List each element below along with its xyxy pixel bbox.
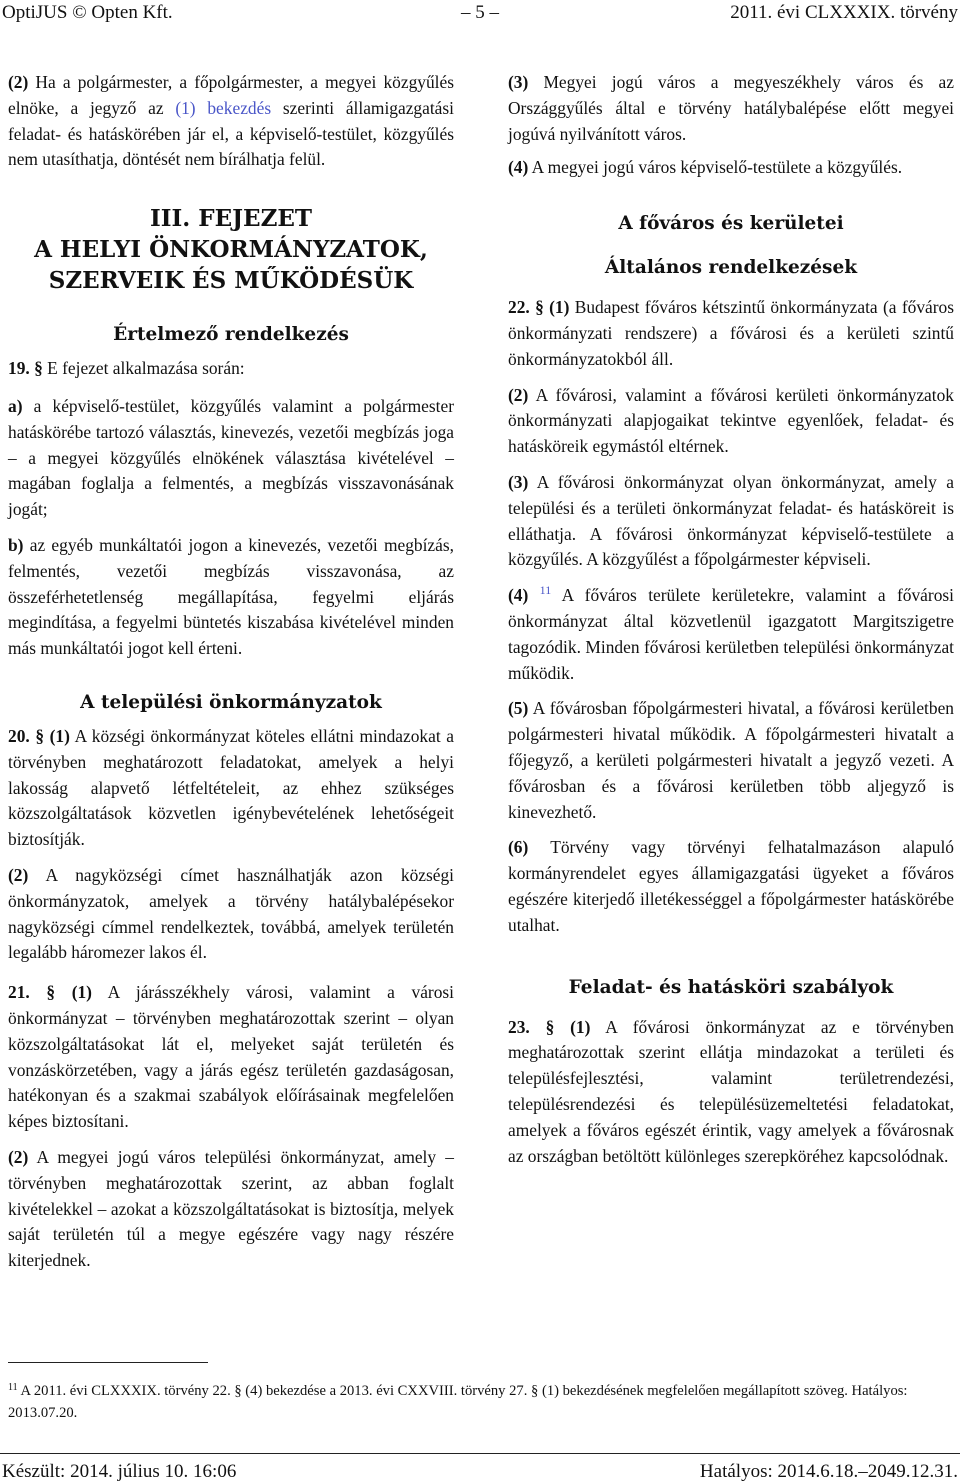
section-22-1: [508, 295, 954, 372]
section-title-feladat: Feladat- és hatásköri szabályok: [568, 976, 894, 998]
footnote-divider: [8, 1362, 208, 1363]
section-label: 21. § (1): [8, 982, 92, 1003]
footnote-text: A 2011. évi CLXXXIX. törvény 22. § (4) bekezdése a 2013. évi CXXVIII. törvény 27. § (1) bekezdésének megfelelően megállapított szöveg. Hatályos: 2013.07.20.: [8, 1383, 908, 1421]
paragraph-text: Törvény vagy törvényi felhatalmazáson alapuló kormányrendelet egyes államigazgatási ügyeket a főváros egészére kiterjedő illetékességgel a főpolgármester hatáskörébe utalhat.: [508, 837, 954, 935]
section-label: 23. § (1): [508, 1016, 591, 1037]
paragraph-text: Ha a polgármester, a főpolgármester, a megyei közgyűlés elnöke, a jegyző az: [8, 72, 454, 118]
page-header: [0, 0, 960, 26]
created-date: Készült: 2014. július 10. 16:06: [2, 1461, 237, 1482]
section-20-1: [8, 724, 454, 853]
section-20-2: [8, 863, 454, 966]
publisher-label: OptiJUS © Opten Kft.: [2, 2, 173, 23]
paragraph-text: A fővárosi önkormányzat az e törvényben meghatározottak szerint ellátja mindazokat a területi és településfejlesztési, valamint területrendezési, településrendezési és településüzemeltetési feladatokat, amelyek a főváros egészét érintik, vagy amelyek a fővárosnak az országban betöltött különleges szerepköréhez kapcsolódnak.: [508, 1016, 954, 1166]
section-title-fovaros: A főváros és kerületei: [618, 213, 844, 235]
paragraph-20-3: [508, 70, 954, 147]
page-number: – 5 –: [461, 2, 499, 23]
section-21-1: [8, 980, 454, 1135]
point-label: a): [8, 395, 23, 416]
validity-period: Hatályos: 2014.6.18.–2049.12.31.: [699, 1461, 958, 1482]
section-19-a: [8, 394, 454, 523]
paragraph-label: (3): [508, 471, 529, 492]
chapter-name-line1: A HELYI ÖNKORMÁNYZATOK,: [34, 236, 428, 264]
paragraph-label: (3): [508, 72, 529, 92]
paragraph-text: A községi önkormányzat köteles ellátni mindazokat a törvényben meghatározott feladatokat, amelyek a helyi lakosság alapvető létfeltételeit, az ehhez szükséges közszolgáltatások közvetlen igénybevételének lehetőségeit biztosítják.: [8, 725, 454, 850]
paragraph-18-2: [8, 70, 454, 173]
reference-link[interactable]: (1) bekezdés: [175, 97, 272, 118]
section-title-telepulesi: A települési önkormányzatok: [80, 691, 382, 713]
paragraph-label: (4): [508, 157, 529, 178]
right-column: [508, 70, 954, 1179]
paragraph-label: (2): [508, 384, 529, 405]
paragraph-text: Megyei jogú város a megyeszékhely város és az Országgyűlés által e törvény hatálybalépése előtt megyei jogúvá nyilvánított város.: [508, 72, 954, 144]
paragraph-label: (2): [8, 864, 29, 885]
section-22-3: [508, 470, 954, 573]
paragraph-label: (4): [508, 585, 529, 606]
chapter-name-line2: SZERVEIK ÉS MŰKÖDÉSÜK: [48, 267, 414, 295]
section-21-2: [8, 1145, 454, 1274]
section-22-5: [508, 696, 954, 825]
paragraph-text: E fejezet alkalmazása során:: [42, 358, 245, 379]
paragraph-text: A megyei jogú város képviselő-testülete a közgyűlés.: [528, 157, 903, 178]
chapter-number: III. FEJEZET: [150, 205, 312, 233]
paragraph-text: a képviselő-testület, közgyűlés valamint a polgármester hatáskörébe tartozó választás, kinevezés, vezetői megbízás joga – a megyei közgyűlés elnökének választása kivételével – magában foglalja a felmentés, a megbízás visszavonásának jogát;: [8, 395, 454, 520]
document-title: 2011. évi CLXXXIX. törvény: [730, 2, 958, 23]
section-23-1: [508, 1015, 954, 1170]
section-22-6: [508, 835, 954, 938]
paragraph-text: A fővárosban főpolgármesteri hivatal, a fővárosi kerületben polgármesteri hivatal működik. A főpolgármesteri hivatalt a főjegyző, a kerületi polgármesteri hivatalt a jegyző vezeti. A fővárosban és a fővárosi kerületben több aljegyző is kinevezhető.: [508, 698, 954, 822]
paragraph-label: (6): [508, 837, 529, 858]
paragraph-text: szerinti államigazgatási feladat- és hatáskörében jár el, a képviselő-testület, közgyűlés nem utasíthatja, döntését nem bírálhatja felül.: [8, 97, 454, 170]
section-label: 22. § (1): [508, 297, 570, 318]
paragraph-text: A főváros területe kerületekre, valamint a fővárosi önkormányzat által közvetlenül igazgatott Margitszigetre tagozódik. Minden fővárosi kerületben települési önkormányzat működik.: [508, 585, 954, 683]
point-label: b): [8, 534, 24, 555]
chapter-title: [8, 203, 454, 296]
footnote: [8, 1380, 956, 1424]
left-column: [8, 70, 454, 1284]
paragraph-label: (2): [8, 1146, 29, 1167]
page-footer: [0, 1460, 960, 1484]
paragraph-label: (2): [8, 72, 29, 92]
section-title-altalanos: Általános rendelkezések: [604, 257, 858, 279]
paragraph-text: A nagyközségi címet használhatják azon községi önkormányzatok, amelyek a törvény hatálybalépésekor nagyközségi címmel rendelkeztek, továbbá, amelyek területén legalább háromezer lakos él.: [8, 864, 454, 963]
footnote-number: 11: [8, 1382, 18, 1393]
section-22-4: [508, 583, 954, 686]
paragraph-text: A fővárosi önkormányzat olyan önkormányzat, amely a települési és a területi önkormányzat feladat- és hatásköreit is elláthatja. A fővárosi önkormányzat képviselő-testülete a közgyűlés. A közgyűlést a főpolgármester képviseli.: [508, 471, 954, 570]
section-22-2: [508, 383, 954, 460]
section-19-b: [8, 533, 454, 662]
paragraph-text: A megyei jogú város települési önkormányzat, amely – törvényben meghatározottak szerint, az abban foglalt kivételekkel – azokat a közszolgáltatásokat is biztosítja, melyek saját területén túl a megye egészére vagy nagy részére kiterjednek.: [8, 1146, 454, 1271]
footer-divider: [0, 1453, 960, 1454]
footnote-reference[interactable]: 11: [539, 583, 552, 598]
section-label: 19. §: [8, 358, 43, 379]
section-label: 20. § (1): [8, 725, 70, 746]
section-title-ertelmezo: Értelmező rendelkezés: [113, 324, 349, 346]
paragraph-text: A fővárosi, valamint a fővárosi kerületi önkormányzatok önkormányzati alapjogaikat tekintve egyenlőek, feladat- és hatásköreik egymástól eltérnek.: [508, 384, 954, 457]
paragraph-label: (5): [508, 698, 529, 719]
section-19-intro: [8, 356, 454, 382]
paragraph-text: A járásszékhely városi, valamint a városi önkormányzat – törvényben meghatározottak szerint – olyan közszolgáltatásokat lát el, melyeket saját területén és vonzáskörzetében, vagy a járás egész területén gazdaságosan, hatékonyan és a szakmai szabályok előírásainak megfelelően képes biztosítani.: [8, 982, 454, 1132]
paragraph-text: Budapest főváros kétszintű önkormányzata (a főváros önkormányzati rendszere) a fővárosi és a kerületi szintű önkormányzatokból áll.: [508, 297, 954, 369]
paragraph-20-4: [508, 155, 954, 181]
paragraph-text: az egyéb munkáltatói jogon a kinevezés, vezetői megbízás, felmentés, vezetői megbízás visszavonása, az összeférhetetlenség megállapítása, fegyelmi eljárás megindítása, a fegyelmi büntetés kiszabása kivételével minden más munkáltatói jogot kell érteni.: [8, 534, 454, 659]
